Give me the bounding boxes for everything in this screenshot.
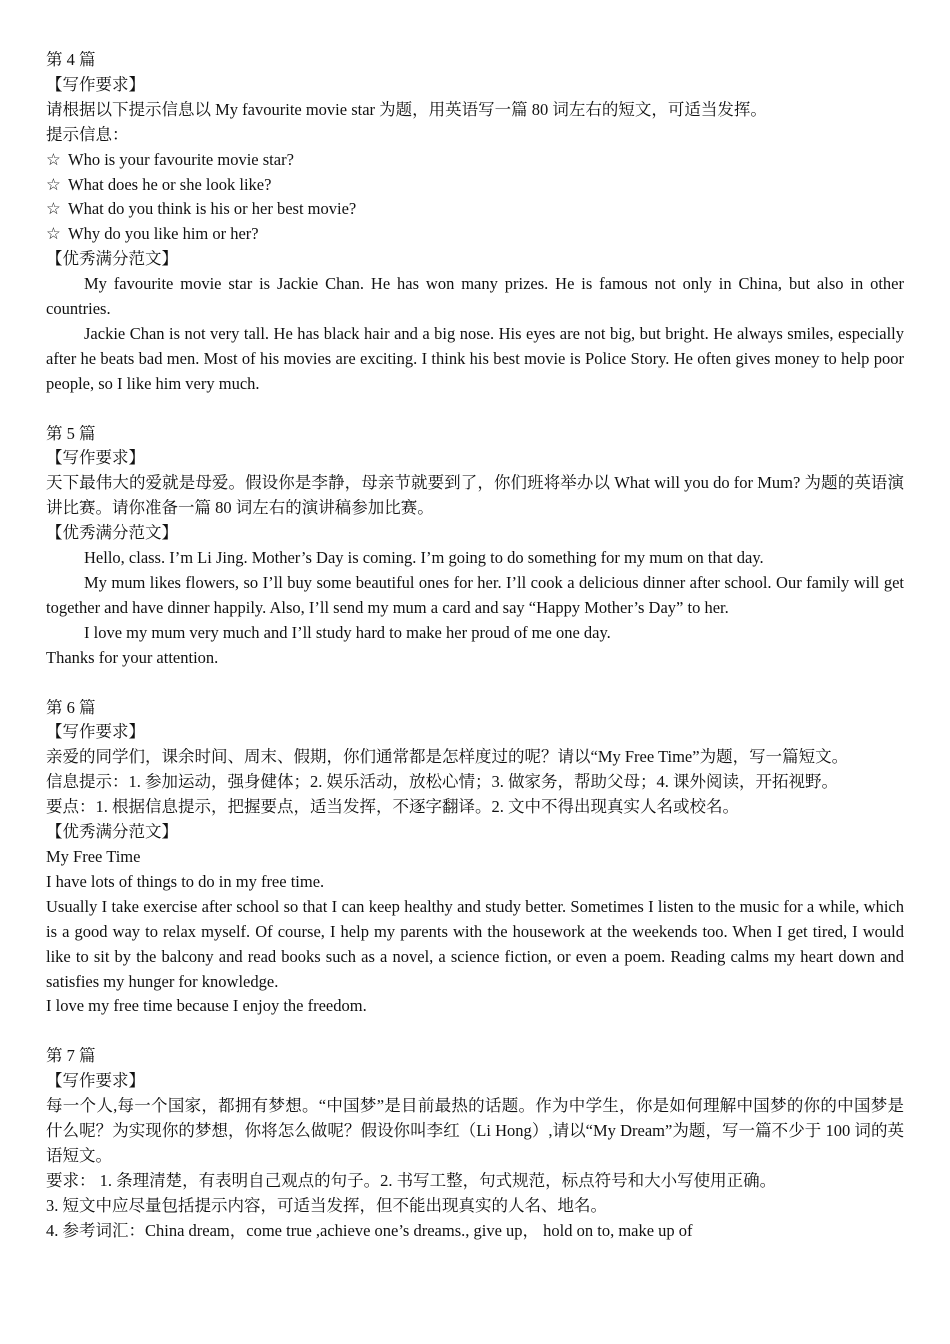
star-icon: ☆ [46,174,61,194]
essay-closing: Thanks for your attention. [46,647,219,667]
requirement-text: 亲爱的同学们，课余时间、周末、假期，你们通常都是怎样度过的呢？请以“My Free Time”为题，写一篇短文。 [46,747,849,767]
essay-title: My Free Time [46,846,141,866]
requirement-heading: 【写作要求】 [46,722,145,742]
essay-paragraph: I love my mum very much and I’ll study hard to make her proud of me one day. [84,622,611,642]
section-title-6: 第 6 篇 [46,697,96,717]
model-essay-heading: 【优秀满分范文】 [46,249,178,269]
requirement-text: 每一个人,每一个国家，都拥有梦想。“中国梦”是目前最热的话题。作为中学生，你是如何理解中国梦的你的中国梦是什么呢？为实现你的梦想，你将怎么做呢？假设你叫李红（Li Hong）,请以“My Dream”为题，写一篇不少于 100 词的英语短文。 [46,1096,904,1165]
info-hints: 信息提示：1. 参加运动，强身健体；2. 娱乐活动，放松心情；3. 做家务，帮助父母；4. 课外阅读，开拓视野。 [46,772,838,792]
requirements-line: 3. 短文中应尽量包括提示内容，可适当发挥，但不能出现真实的人名、地名。 [46,1195,607,1215]
essay-paragraph: Jackie Chan is not very tall. He has black hair and a big nose. His eyes are not big, but bright. He always smiles, especially after he beats bad men. Most of his movies are exciting. I think his best movie is Police Story. He often gives money to help poor people, so I like him very much. [46,323,904,393]
requirement-heading: 【写作要求】 [46,448,145,468]
star-icon: ☆ [46,199,61,219]
hint-item: ☆ What does he or she look like? [46,173,904,198]
hint-item: ☆ What do you think is his or her best movie? [46,197,904,222]
requirement-heading: 【写作要求】 [46,1071,145,1091]
essay-paragraph: My mum likes flowers, so I’ll buy some beautiful ones for her. I’ll cook a delicious dinner after school. Our family will get together and have dinner happily. Also, I’ll send my mum a card and say “Happy Mother’s Day” to her. [46,573,904,617]
model-essay-heading: 【优秀满分范文】 [46,822,178,842]
requirement-text: 天下最伟大的爱就是母爱。假设你是李静，母亲节就要到了，你们班将举办以 What will you do for Mum? 为题的英语演讲比赛。请你准备一篇 80 词左右的演讲稿参加比赛。 [46,473,904,518]
spacer [46,397,904,422]
requirements-line: 要求： 1. 条理清楚，有表明自己观点的句子。2. 书写工整，句式规范，标点符号和大小写使用正确。 [46,1170,777,1190]
model-essay-heading: 【优秀满分范文】 [46,523,178,543]
document-page [46,48,904,1243]
requirement-heading: 【写作要求】 [46,74,145,94]
section-title-7: 第 7 篇 [46,1046,96,1066]
spacer [46,1019,904,1044]
essay-paragraph: My favourite movie star is Jackie Chan. He has won many prizes. He is famous not only in China, but also in other countries. [46,274,904,319]
section-title-4: 第 4 篇 [46,50,96,69]
section-title-5: 第 5 篇 [46,423,96,443]
star-icon: ☆ [46,149,61,169]
hint-item: ☆ Why do you like him or her? [46,222,904,247]
reference-vocabulary: 4. 参考词汇：China dream，come true ,achieve one’s dreams., give up， hold on to, make up of [46,1220,693,1240]
requirement-text: 请根据以下提示信息以 My favourite movie star 为题，用英语写一篇 80 词左右的短文，可适当发挥。 [46,99,767,119]
hint-item: ☆ Who is your favourite movie star? [46,148,904,173]
essay-paragraph: Usually I take exercise after school so that I can keep healthy and study better. Sometimes I listen to the music for a while, which is a good way to relax myself. Of course, I help my parents with the housework at the weekends too. When I get tired, I would like to sit by the balcony and read books such as a novel, a science fiction, or even a poem. Reading calms my heart down and satisfies my hunger for knowledge. [46,896,904,991]
star-icon: ☆ [46,224,61,244]
hint-label: 提示信息： [46,124,129,144]
essay-paragraph: I have lots of things to do in my free time. [46,871,325,891]
key-points: 要点：1. 根据信息提示，把握要点，适当发挥，不逐字翻译。2. 文中不得出现真实人名或校名。 [46,797,739,817]
spacer [46,671,904,696]
essay-paragraph: Hello, class. I’m Li Jing. Mother’s Day is coming. I’m going to do something for my mum on that day. [84,548,764,568]
essay-paragraph: I love my free time because I enjoy the freedom. [46,996,367,1016]
